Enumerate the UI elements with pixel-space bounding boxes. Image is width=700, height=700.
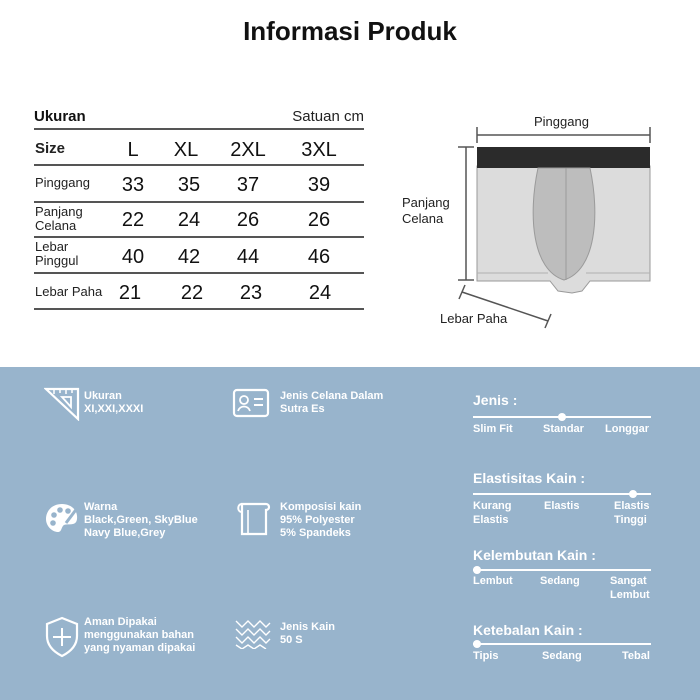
cell: 24 — [308, 282, 332, 304]
mesh-icon — [234, 617, 272, 649]
scale-marker — [629, 490, 637, 498]
feature-text: Jenis Celana Dalam Sutra Es — [280, 390, 384, 415]
size-label: Size — [35, 140, 66, 157]
scale-line — [473, 569, 651, 571]
scale-label: Elastis — [544, 500, 580, 512]
scale-title: Ketebalan Kain : — [473, 622, 583, 638]
feature-text: Ukuran XI,XXI,XXXI — [84, 390, 144, 415]
scale-title: Kelembutan Kain : — [473, 547, 596, 563]
cell: 21 — [118, 282, 142, 304]
table-row — [34, 204, 364, 238]
scale-label: Longgar — [605, 423, 649, 435]
feature-text: Warna Black,Green, SkyBlue Navy Blue,Grey — [84, 501, 198, 539]
cell: 40 — [121, 246, 145, 268]
scale-label: Sangat Lembut — [610, 575, 650, 601]
ruler-triangle-icon — [44, 385, 80, 421]
row-label: Lebar Paha — [35, 284, 103, 299]
row-label: Lebar Pinggul — [35, 239, 79, 268]
cell: 37 — [236, 174, 260, 196]
scale-ketebalan — [473, 622, 653, 662]
cell: 33 — [121, 174, 145, 196]
scale-title: Jenis : — [473, 392, 518, 408]
table-header-row — [34, 134, 364, 168]
cell: 42 — [177, 246, 201, 268]
cell: 39 — [307, 174, 331, 196]
length-label: Panjang Celana — [402, 195, 450, 226]
scale-marker — [558, 413, 566, 421]
feature-text: Komposisi kain 95% Polyester 5% Spandeks — [280, 501, 362, 539]
boxer-diagram — [400, 105, 690, 335]
feature-text: Jenis Kain 50 S — [280, 621, 336, 646]
boxer-drawing — [400, 105, 690, 335]
scale-label: Elastis Tinggi — [614, 500, 650, 526]
id-card-icon — [232, 387, 270, 419]
size-col: L — [127, 139, 139, 161]
scale-line — [473, 493, 651, 495]
scale-label: Slim Fit — [473, 423, 513, 435]
cell: 26 — [307, 209, 331, 231]
size-col: 3XL — [301, 139, 337, 161]
cell: 23 — [239, 282, 263, 304]
table-divider — [34, 236, 364, 238]
scale-label: Tipis — [473, 650, 499, 662]
waist-label: Pinggang — [534, 114, 589, 129]
fabric-roll-icon — [234, 501, 272, 537]
cell: 22 — [180, 282, 204, 304]
scale-label: Tebal — [622, 650, 650, 662]
scale-kelembutan — [473, 547, 653, 601]
cell: 35 — [177, 174, 201, 196]
row-label: Pinggang — [35, 175, 90, 190]
scale-label: Standar — [543, 423, 584, 435]
scale-marker — [473, 640, 481, 648]
table-divider — [34, 272, 364, 274]
cell: 22 — [121, 209, 145, 231]
cell: 24 — [177, 209, 201, 231]
feature-text: Aman Dipakai menggunakan bahan yang nyaman dipakai — [84, 616, 196, 654]
scale-label: Sedang — [542, 650, 582, 662]
table-row — [34, 239, 364, 273]
table-row — [34, 276, 364, 310]
table-divider — [34, 308, 364, 310]
table-row — [34, 168, 364, 202]
scale-title: Elastisitas Kain : — [473, 470, 586, 486]
scale-jenis — [473, 392, 653, 435]
thigh-label: Lebar Paha — [440, 311, 508, 326]
row-label: Panjang Celana — [35, 204, 83, 233]
scale-label: Sedang — [540, 575, 580, 587]
size-table-unit: Satuan cm — [292, 108, 364, 125]
scale-marker — [473, 566, 481, 574]
size-col: XL — [173, 139, 199, 161]
page-title: Informasi Produk — [243, 16, 457, 46]
palette-icon — [44, 501, 80, 535]
info-panel — [0, 367, 700, 700]
size-table-heading: Ukuran — [34, 108, 86, 125]
scale-label: Lembut — [473, 575, 513, 587]
table-divider — [34, 201, 364, 203]
cell: 26 — [236, 209, 260, 231]
scale-line — [473, 643, 651, 645]
table-divider — [34, 128, 364, 130]
cell: 46 — [307, 246, 331, 268]
table-divider — [34, 164, 364, 166]
shield-plus-icon — [44, 616, 80, 658]
scale-label: Kurang Elastis — [473, 500, 512, 526]
cell: 44 — [236, 246, 260, 268]
size-col: 2XL — [230, 139, 266, 161]
scale-elastisitas — [473, 470, 653, 526]
